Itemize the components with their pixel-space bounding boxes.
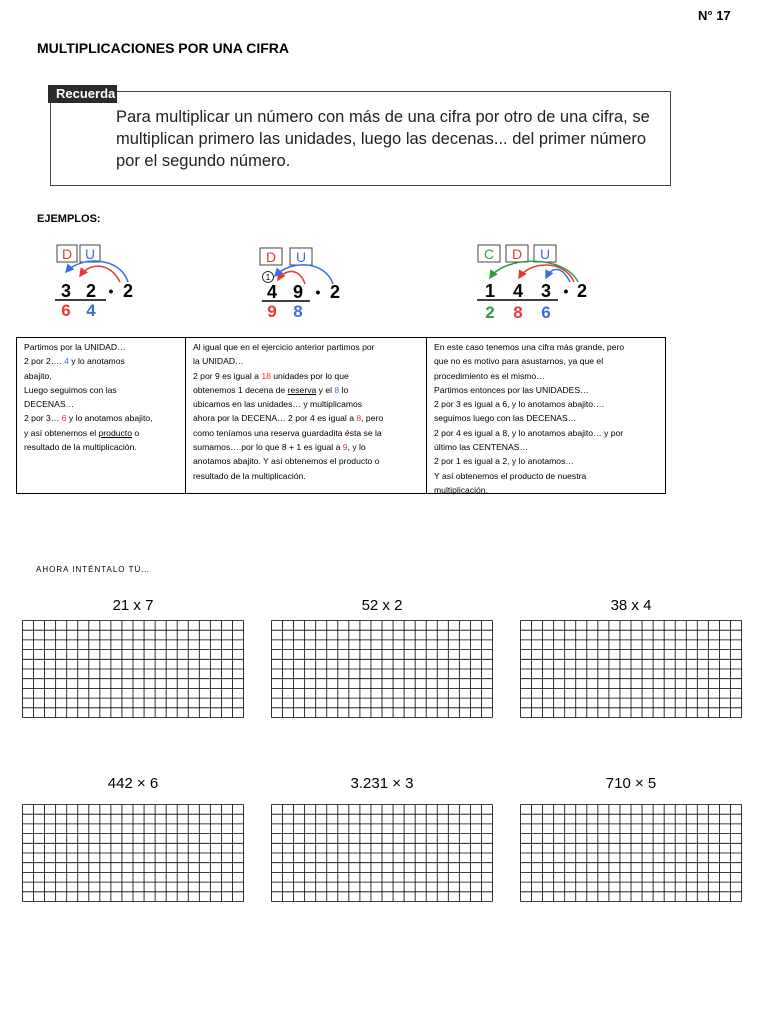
problem-label: 52 x 2 <box>361 597 403 614</box>
problem-label: 21 x 7 <box>112 597 154 614</box>
header-letter: D <box>265 249 277 265</box>
result-digit: 8 <box>293 302 303 321</box>
result-digit: 2 <box>485 303 495 322</box>
text-line: y así obtenemos el producto o <box>24 427 140 438</box>
page-title: MULTIPLICACIONES POR UNA CIFRA <box>37 40 289 56</box>
work-grid[interactable] <box>22 620 244 718</box>
text-line: seguimos luego con las DECENAS… <box>434 413 577 424</box>
text-line: Luego seguimos con las <box>24 384 117 395</box>
explanations-table <box>16 337 666 494</box>
multiplier: 2 <box>329 282 341 302</box>
problem-label: 3.231 × 3 <box>350 775 414 792</box>
work-grid[interactable] <box>520 804 742 902</box>
dot: • <box>108 283 114 299</box>
text-line: Partimos entonces por las UNIDADES… <box>434 384 589 395</box>
result-digit: 4 <box>86 301 96 320</box>
multiplier: 2 <box>122 281 134 301</box>
ejemplos-heading: EJEMPLOS: <box>37 213 101 225</box>
header-letter: U <box>84 246 96 262</box>
text-line: Partimos por la UNIDAD… <box>24 342 126 352</box>
text-line: último las CENTENAS… <box>434 442 529 453</box>
text-line: que no es motivo para asustarnos, ya que el <box>434 356 604 367</box>
problem-label: 38 x 4 <box>610 597 652 614</box>
explanation-2 <box>185 338 426 493</box>
multiplier: 2 <box>576 281 588 301</box>
digit: 9 <box>292 282 304 302</box>
dot: • <box>563 283 569 299</box>
text-line: 2 por 2…. 4 y lo anotamos <box>24 356 125 367</box>
text-line: resultado de la multiplicación. <box>24 442 137 453</box>
text-line: abajito, <box>24 370 52 381</box>
text-line: Y así obtenemos el producto de nuestra <box>434 470 587 481</box>
text-line: DECENAS… <box>24 399 75 410</box>
work-grid[interactable] <box>520 620 742 718</box>
text-line: Al igual que en el ejercicio anterior partimos por <box>193 342 375 352</box>
digit: 4 <box>512 281 524 301</box>
result-digit: 6 <box>541 303 551 322</box>
result-digit: 9 <box>267 302 277 321</box>
explanation-1 <box>17 338 185 493</box>
result-digit: 6 <box>61 301 71 320</box>
digit: 4 <box>266 282 278 302</box>
recuerda-label: Recuerda <box>48 85 117 103</box>
carry-digit: 1 <box>265 273 271 282</box>
problem-label: 710 × 5 <box>605 775 657 792</box>
work-grid[interactable] <box>22 804 244 902</box>
text-line: multiplicación. <box>434 484 488 495</box>
work-grid[interactable] <box>271 620 493 718</box>
example-1 <box>55 245 133 320</box>
recuerda-text: Para multiplicar un número con más de una cifra por otro de una cifra, se multiplican primero las unidades, luego las decenas... del primer número por el segundo número. <box>116 108 650 170</box>
example-3 <box>477 245 587 322</box>
example-2 <box>260 248 340 321</box>
text-line: 2 por 4 es igual a 8, y lo anotamos abajito… y por <box>434 427 624 438</box>
header-letter: D <box>61 246 73 262</box>
page-number: N° 17 <box>698 8 731 23</box>
text-line: obtenemos 1 decena de reserva y el 8 lo <box>193 384 349 395</box>
dot: • <box>315 284 321 300</box>
text-line: como teníamos una reserva guardadita ésta se la <box>193 427 382 438</box>
header-letter: U <box>539 246 551 262</box>
practice-heading: AHORA INTÉNTALO TÚ… <box>36 565 151 574</box>
problem-label: 442 × 6 <box>107 775 159 792</box>
text-line: sumamos… por lo que 8 + 1 es igual a 9, y lo <box>193 442 366 453</box>
digit: 3 <box>60 281 72 301</box>
text-line: 2 por 3… 6 y lo anotamos abajito, <box>24 413 153 424</box>
text-line: ahora por la DECENA… 2 por 4 es igual a 8, pero <box>193 413 384 424</box>
digit: 3 <box>540 281 552 301</box>
digit: 1 <box>484 281 496 301</box>
work-grid[interactable] <box>271 804 493 902</box>
header-letter: U <box>295 249 307 265</box>
text-line: resultado de la multiplicación. <box>193 470 306 481</box>
text-line: procedimiento es el mismo… <box>434 370 545 381</box>
text-line: 2 por 1 es igual a 2, y lo anotamos… <box>434 456 574 467</box>
text-line: la UNIDAD… <box>193 356 244 367</box>
explanation-3 <box>426 338 665 493</box>
result-digit: 8 <box>513 303 523 322</box>
text-line: 2 por 9 es igual a 18 unidades por lo que <box>193 370 349 381</box>
text-line: ubicamos en las unidades… y multiplicamos <box>193 399 363 410</box>
examples-diagram <box>0 235 768 330</box>
digit: 2 <box>85 281 97 301</box>
text-line: anotamos abajito. Y así obtenemos el producto o <box>193 456 380 467</box>
text-line: En este caso tenemos una cifra más grande, pero <box>434 342 625 352</box>
header-letter: D <box>511 246 523 262</box>
header-letter: C <box>483 246 495 262</box>
text-line: 2 por 3 es igual a 6, y lo anotamos abajito…. <box>434 399 605 410</box>
